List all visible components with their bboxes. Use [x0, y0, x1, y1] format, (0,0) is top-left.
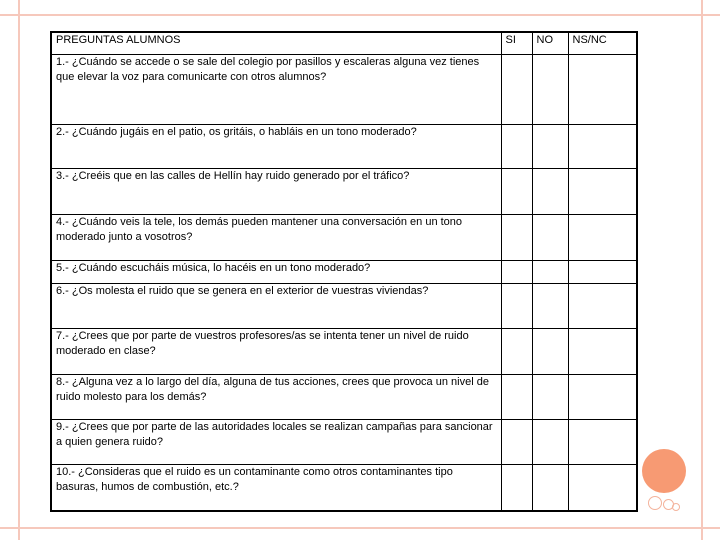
answer-no-9[interactable] — [532, 419, 568, 464]
header-row — [51, 32, 637, 54]
question-row-5 — [51, 260, 637, 283]
header-no: NO — [532, 32, 568, 54]
question-row-10 — [51, 465, 637, 511]
question-2: 2.- ¿Cuándo jugáis en el patio, os gritáis, o habláis en un tono moderado? — [51, 125, 501, 169]
question-5: 5.- ¿Cuándo escucháis música, lo hacéis en un tono moderado? — [51, 260, 501, 283]
answer-nsnc-6[interactable] — [568, 284, 637, 329]
answer-yes-2[interactable] — [501, 125, 532, 169]
header-yes: SI — [501, 32, 532, 54]
header-nsnc: NS/NC — [568, 32, 637, 54]
question-3: 3.- ¿Creéis que en las calles de Hellín hay ruido generado por el tráfico? — [51, 169, 501, 214]
answer-yes-9[interactable] — [501, 419, 532, 464]
decorative-ring-3 — [672, 503, 680, 511]
question-9: 9.- ¿Crees que por parte de las autoridades locales se realizan campañas para sancionar a quien genera ruido? — [51, 419, 501, 464]
frame-line-right — [701, 0, 703, 540]
answer-no-7[interactable] — [532, 329, 568, 374]
answer-nsnc-4[interactable] — [568, 214, 637, 260]
answer-nsnc-1[interactable] — [568, 54, 637, 124]
answer-nsnc-5[interactable] — [568, 260, 637, 283]
answer-nsnc-9[interactable] — [568, 419, 637, 464]
answer-no-10[interactable] — [532, 465, 568, 511]
answer-nsnc-10[interactable] — [568, 465, 637, 511]
answer-yes-10[interactable] — [501, 465, 532, 511]
question-4: 4.- ¿Cuándo veis la tele, los demás pueden mantener una conversación en un tono moderado junto a vosotros? — [51, 214, 501, 260]
question-row-9 — [51, 419, 637, 464]
decorative-ring-1 — [648, 496, 662, 510]
answer-yes-6[interactable] — [501, 284, 532, 329]
answer-yes-1[interactable] — [501, 54, 532, 124]
answer-no-8[interactable] — [532, 374, 568, 419]
answer-yes-4[interactable] — [501, 214, 532, 260]
question-row-4 — [51, 214, 637, 260]
answer-no-1[interactable] — [532, 54, 568, 124]
question-row-3 — [51, 169, 637, 214]
frame-line-bottom — [0, 527, 720, 529]
answer-nsnc-3[interactable] — [568, 169, 637, 214]
survey-table — [50, 31, 638, 512]
answer-no-2[interactable] — [532, 125, 568, 169]
decorative-circle — [642, 449, 686, 493]
question-row-6 — [51, 284, 637, 329]
answer-nsnc-7[interactable] — [568, 329, 637, 374]
answer-yes-8[interactable] — [501, 374, 532, 419]
question-row-2 — [51, 125, 637, 169]
question-6: 6.- ¿Os molesta el ruido que se genera en el exterior de vuestras viviendas? — [51, 284, 501, 329]
header-questions: PREGUNTAS ALUMNOS — [51, 32, 501, 54]
question-row-8 — [51, 374, 637, 419]
question-row-1 — [51, 54, 637, 124]
answer-yes-5[interactable] — [501, 260, 532, 283]
answer-no-4[interactable] — [532, 214, 568, 260]
question-8: 8.- ¿Alguna vez a lo largo del día, alguna de tus acciones, crees que provoca un nivel de ruido molesto para los demás? — [51, 374, 501, 419]
frame-line-top — [0, 14, 720, 16]
answer-no-3[interactable] — [532, 169, 568, 214]
question-row-7 — [51, 329, 637, 374]
question-10: 10.- ¿Consideras que el ruido es un contaminante como otros contaminantes tipo basuras, humos de combustión, etc.? — [51, 465, 501, 511]
answer-yes-7[interactable] — [501, 329, 532, 374]
question-7: 7.- ¿Crees que por parte de vuestros profesores/as se intenta tener un nivel de ruido moderado en clase? — [51, 329, 501, 374]
answer-no-5[interactable] — [532, 260, 568, 283]
answer-nsnc-8[interactable] — [568, 374, 637, 419]
answer-yes-3[interactable] — [501, 169, 532, 214]
frame-line-left — [18, 0, 20, 540]
answer-no-6[interactable] — [532, 284, 568, 329]
answer-nsnc-2[interactable] — [568, 125, 637, 169]
question-1: 1.- ¿Cuándo se accede o se sale del colegio por pasillos y escaleras alguna vez tienes que elevar la voz para comunicarte con otros alumnos? — [51, 54, 501, 124]
